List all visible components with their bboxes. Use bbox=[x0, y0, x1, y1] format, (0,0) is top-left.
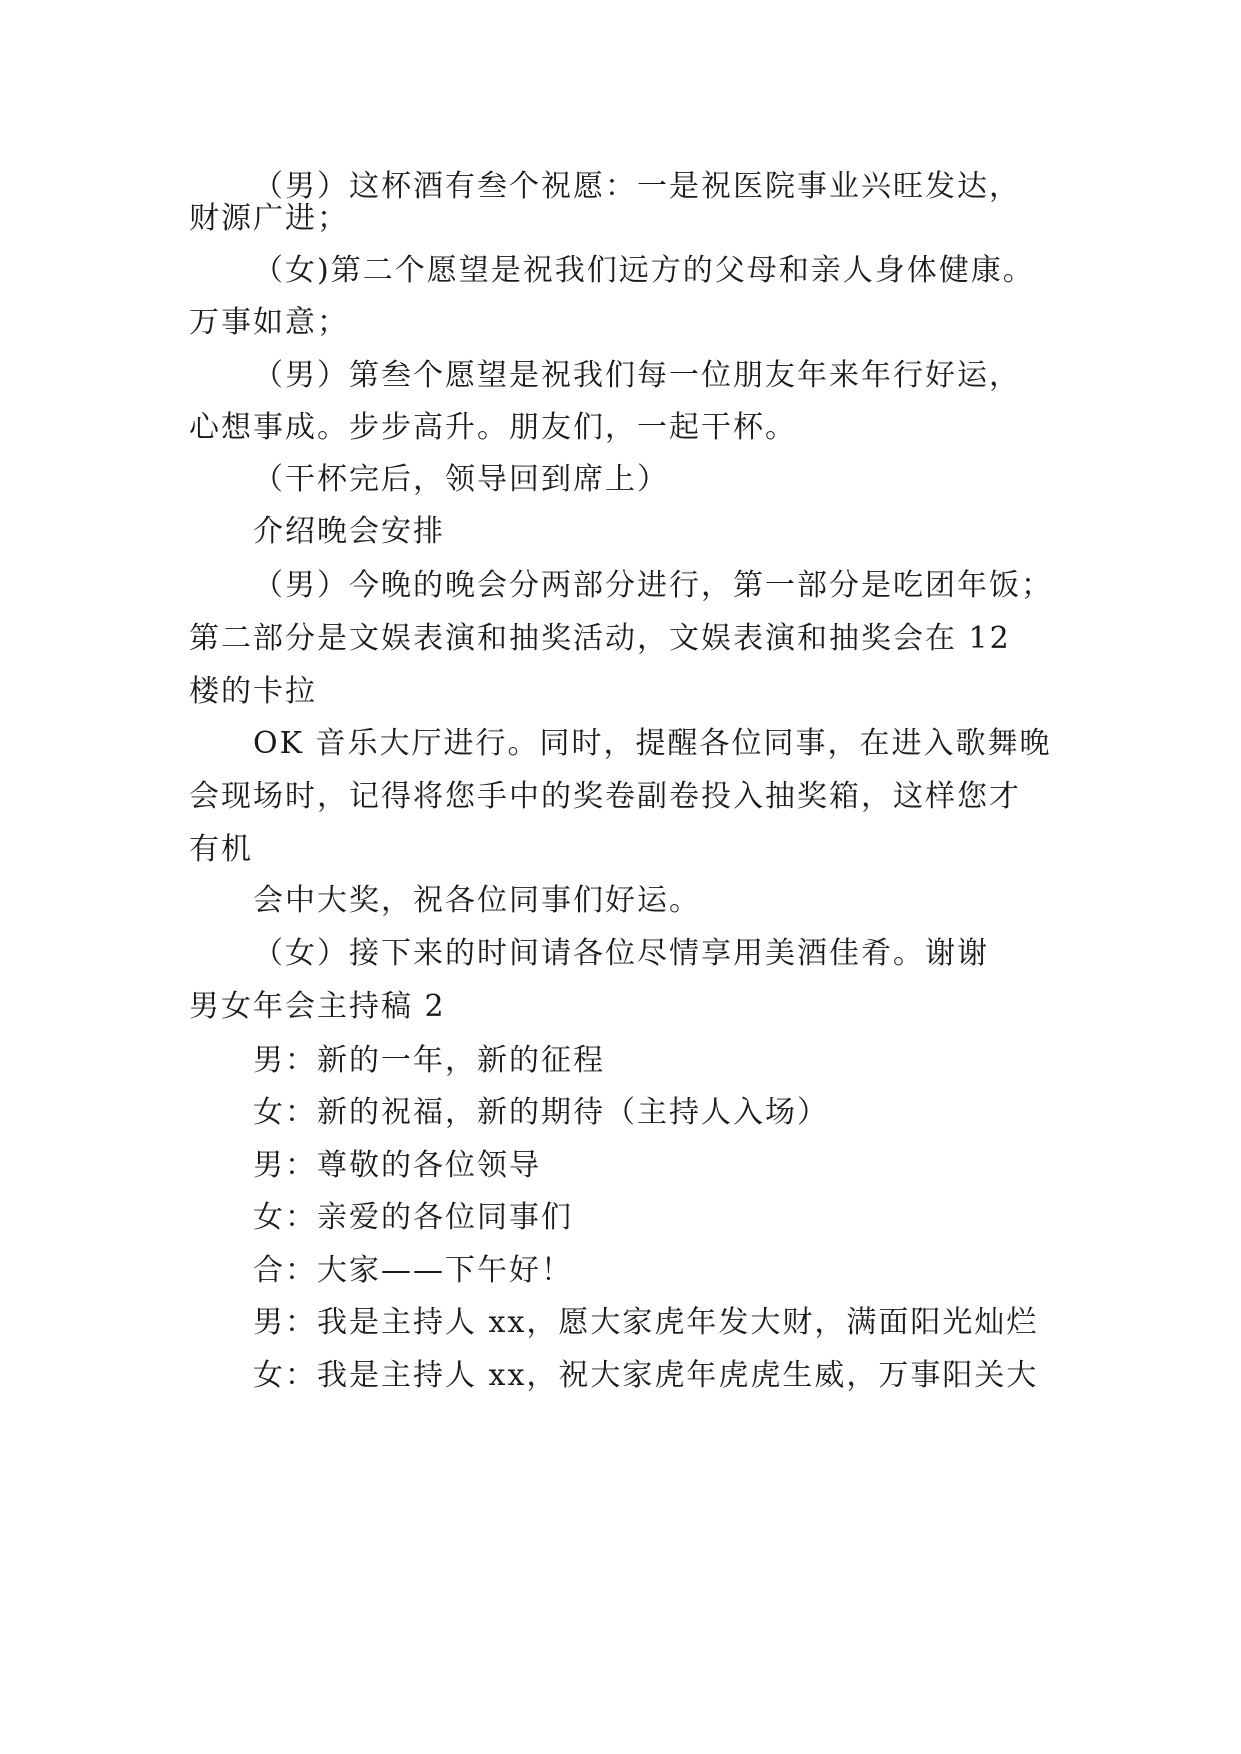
text-line: （女）接下来的时间请各位尽情享用美酒佳肴。谢谢 bbox=[253, 936, 989, 971]
text-line: 万事如意； bbox=[189, 305, 349, 340]
text-line: 女：亲爱的各位同事们 bbox=[253, 1200, 573, 1235]
text-line: 心想事成。步步高升。朋友们，一起干杯。 bbox=[189, 410, 797, 445]
text-line: 合：大家——下午好！ bbox=[253, 1253, 573, 1288]
text-line: 男：我是主持人 xx，愿大家虎年发大财，满面阳光灿烂 bbox=[253, 1305, 1039, 1340]
text-line: 会现场时，记得将您手中的奖卷副卷投入抽奖箱，这样您才 bbox=[189, 779, 1021, 814]
text-line: 财源广进； bbox=[189, 201, 349, 236]
text-line: （男）第叁个愿望是祝我们每一位朋友年来年行好运， bbox=[253, 358, 1021, 393]
text-line: 会中大奖，祝各位同事们好运。 bbox=[253, 883, 701, 918]
text-line: 男：新的一年，新的征程 bbox=[253, 1043, 605, 1078]
text-line: 女：我是主持人 xx，祝大家虎年虎虎生威，万事阳关大 bbox=[253, 1358, 1039, 1393]
text-line: 有机 bbox=[189, 832, 253, 867]
text-line: 楼的卡拉 bbox=[189, 674, 317, 709]
text-line: 男女年会主持稿 2 bbox=[189, 989, 446, 1024]
text-line: （男）今晚的晚会分两部分进行，第一部分是吃团年饭； bbox=[253, 568, 1053, 603]
text-line: 女：新的祝福，新的期待（主持人入场） bbox=[253, 1095, 829, 1130]
text-line: OK 音乐大厅进行。同时，提醒各位同事，在进入歌舞晚 bbox=[253, 726, 1052, 761]
text-line: （男）这杯酒有叁个祝愿：一是祝医院事业兴旺发达， bbox=[253, 169, 1021, 204]
text-line: 介绍晚会安排 bbox=[253, 514, 445, 549]
text-line: 第二部分是文娱表演和抽奖活动，文娱表演和抽奖会在 12 bbox=[189, 621, 1011, 656]
text-line: 男：尊敬的各位领导 bbox=[253, 1148, 541, 1183]
text-line: （女)第二个愿望是祝我们远方的父母和亲人身体健康。 bbox=[253, 253, 1035, 288]
text-line: （干杯完后，领导回到席上） bbox=[253, 462, 669, 497]
